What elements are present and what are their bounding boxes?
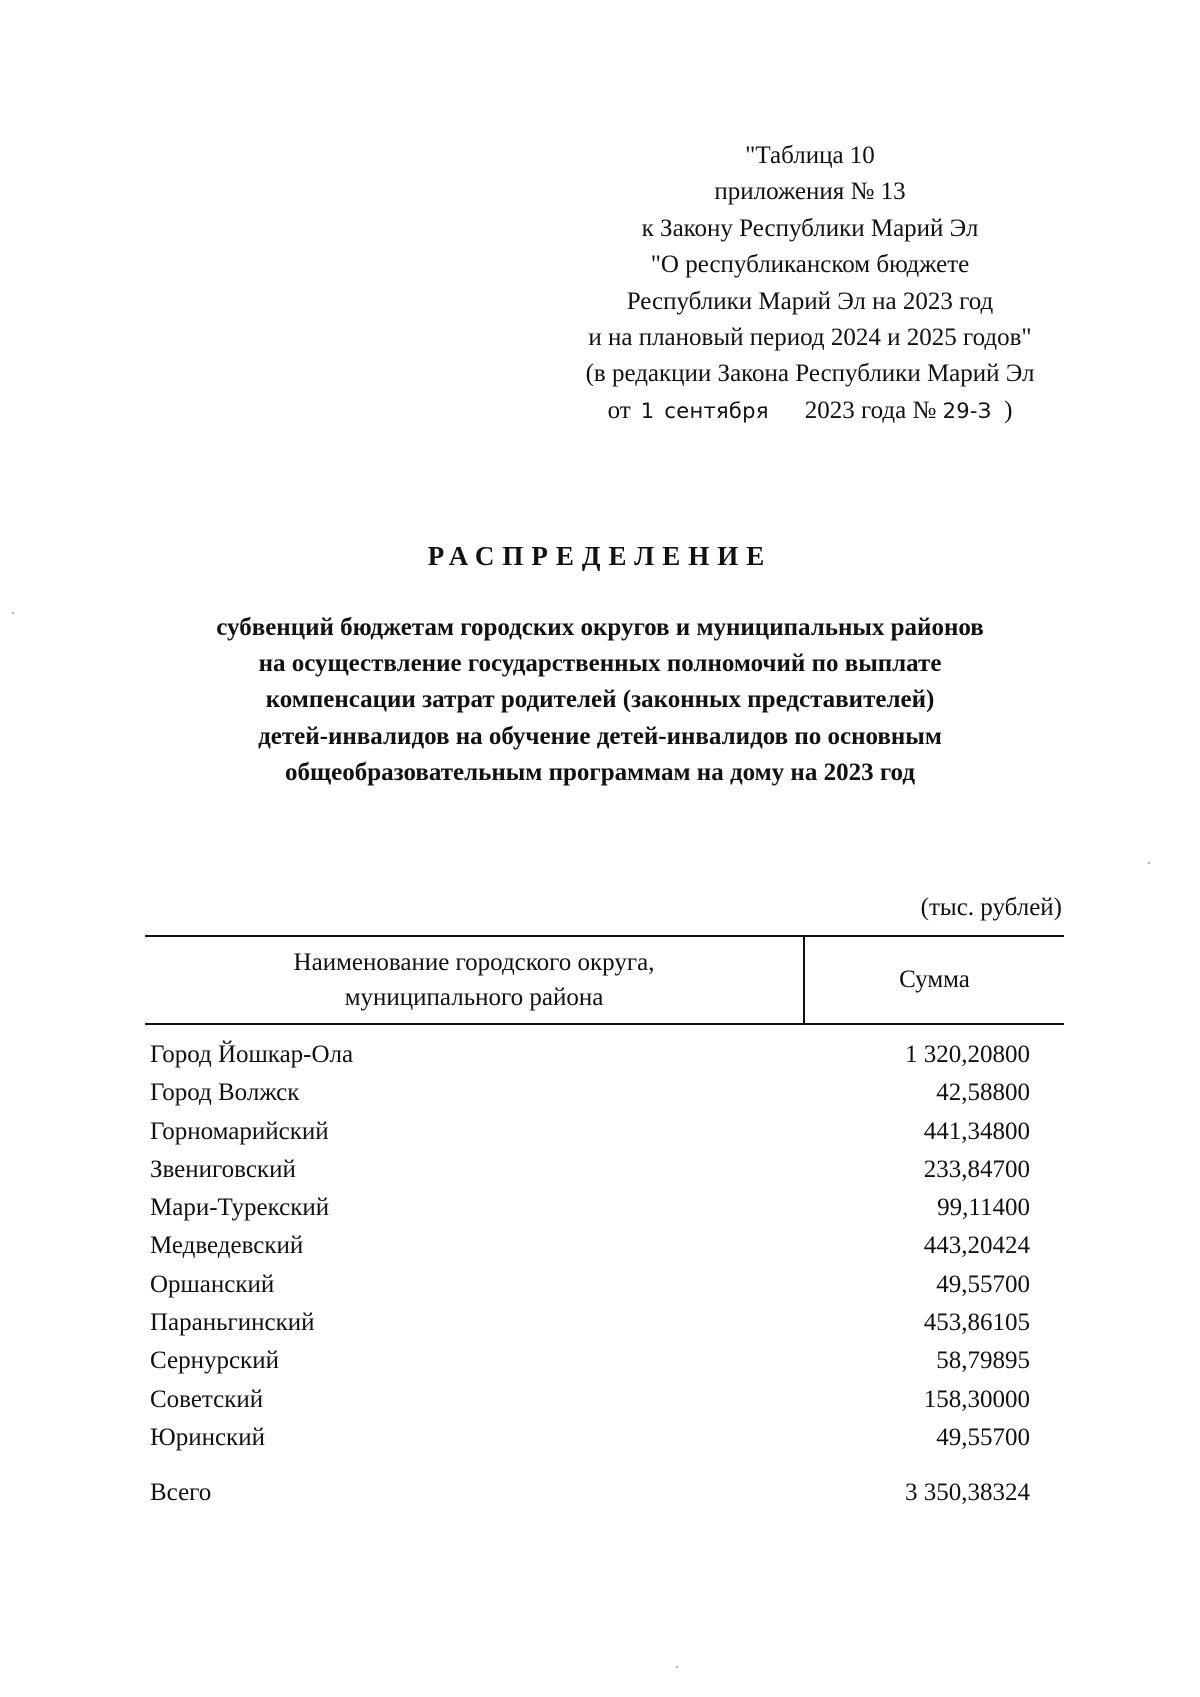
scan-speck xyxy=(676,1666,678,1668)
subtitle-line-3: компенсации затрат родителей (законных представителей) xyxy=(265,686,935,714)
table-row xyxy=(150,1304,1030,1342)
subtitle-line-1: субвенций бюджетам городских округов и муниципальных районов xyxy=(216,614,984,641)
subtitle-line-5: общеобразовательным программам на дому на 2023 год xyxy=(285,758,915,786)
table-row xyxy=(150,1342,1030,1380)
header-line-5: Республики Марий Эл на 2023 год xyxy=(626,287,994,315)
date-suffix: ) xyxy=(1004,396,1013,424)
table-row xyxy=(150,1113,1030,1151)
document-subtitle xyxy=(100,610,1100,791)
column-header-name-line-2: муниципального района xyxy=(344,984,604,1011)
row-name: Юринский xyxy=(150,1423,265,1451)
row-value: 233,84700 xyxy=(923,1155,1030,1183)
total-value: 3 350,38324 xyxy=(905,1479,1030,1506)
row-value: 453,86105 xyxy=(923,1309,1030,1337)
row-name: Город Йошкар-Ола xyxy=(150,1041,354,1068)
table-row xyxy=(150,1381,1030,1419)
row-name: Горномарийский xyxy=(150,1117,329,1145)
row-value: 42,58800 xyxy=(936,1079,1030,1107)
scan-speck xyxy=(1148,862,1150,864)
total-label: Всего xyxy=(150,1479,212,1506)
column-header-name-line-1: Наименование городского округа, xyxy=(293,949,655,976)
header-line-2: приложения № 13 xyxy=(714,178,906,206)
law-number: 29-З xyxy=(942,398,992,423)
table-row xyxy=(150,1189,1030,1227)
header-line-4: "О республиканском бюджете xyxy=(650,251,970,279)
subtitle-line-2: на осуществление государственных полномочий по выплате xyxy=(258,650,942,678)
scan-speck xyxy=(12,612,14,614)
column-header-sum: Сумма xyxy=(899,966,970,993)
table-row xyxy=(150,1151,1030,1189)
header-line-1: "Таблица 10 xyxy=(745,142,875,169)
table-row xyxy=(150,1074,1030,1112)
row-value: 441,34800 xyxy=(923,1117,1030,1145)
table-row xyxy=(150,1036,1030,1074)
row-name: Город Волжск xyxy=(150,1079,300,1107)
date-year: 2023 года № xyxy=(804,396,937,424)
header-line-7: (в редакции Закона Республики Марий Эл xyxy=(585,360,1035,388)
row-name: Советский xyxy=(150,1385,264,1413)
row-name: Сернурский xyxy=(150,1347,279,1375)
date-month: сентября xyxy=(664,398,769,423)
row-name: Параньгинский xyxy=(150,1309,315,1337)
row-name: Мари-Турекский xyxy=(150,1194,330,1222)
row-value: 1 320,20800 xyxy=(905,1041,1030,1068)
date-day: 1 xyxy=(640,398,655,423)
table-row xyxy=(150,1266,1030,1304)
document-title: РАСПРЕДЕЛЕНИЕ xyxy=(427,541,773,571)
row-value: 158,30000 xyxy=(923,1385,1030,1413)
row-value: 443,20424 xyxy=(923,1232,1030,1260)
table-row xyxy=(150,1419,1030,1457)
row-name: Медведевский xyxy=(150,1232,304,1260)
row-value: 99,11400 xyxy=(937,1194,1030,1222)
total-row xyxy=(150,1474,1030,1512)
row-name: Оршанский xyxy=(150,1270,275,1298)
row-value: 49,55700 xyxy=(936,1423,1030,1451)
appendix-header xyxy=(540,138,1080,429)
date-prefix: от xyxy=(607,396,631,424)
table-header xyxy=(145,935,1064,1025)
table-body xyxy=(150,1036,1030,1457)
header-line-date xyxy=(540,393,1080,429)
header-line-6: и на плановый период 2024 и 2025 годов" xyxy=(588,324,1032,352)
row-value: 58,79895 xyxy=(936,1347,1030,1375)
table-row xyxy=(150,1227,1030,1265)
units-label: (тыс. рублей) xyxy=(920,894,1062,921)
header-line-3: к Закону Республики Марий Эл xyxy=(641,214,979,242)
column-header-name xyxy=(145,937,805,1023)
row-value: 49,55700 xyxy=(936,1270,1030,1298)
subtitle-line-4: детей-инвалидов на обучение детей-инвалидов по основным xyxy=(258,722,942,750)
row-name: Звениговский xyxy=(150,1155,296,1183)
